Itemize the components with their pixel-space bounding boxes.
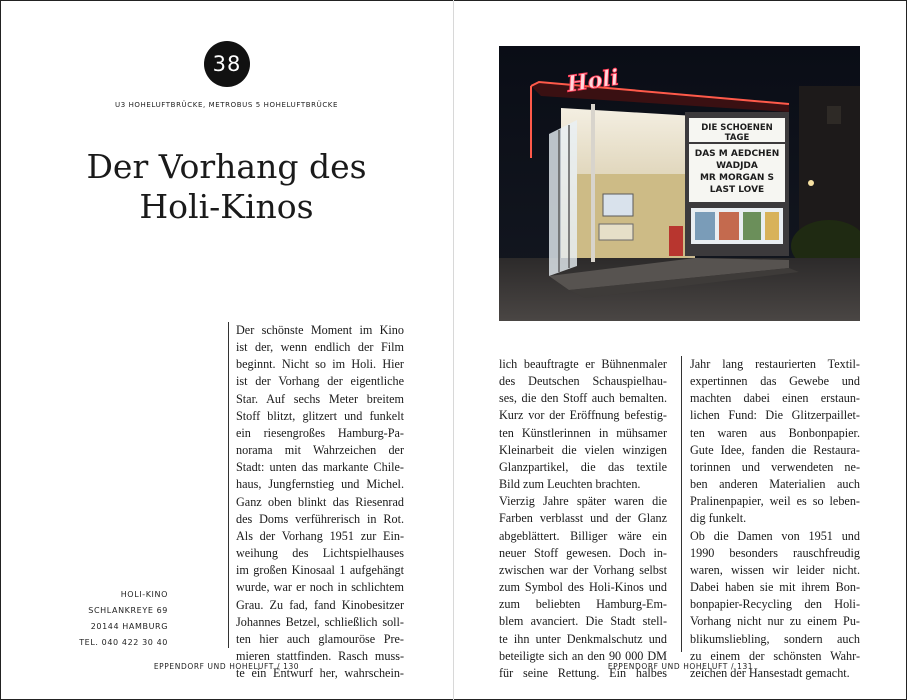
- column-rule-left: [228, 322, 229, 648]
- transit-info: U3 HOHELUFTBRÜCKE, METROBUS 5 HOHELUFTBRÜCKE: [114, 101, 339, 109]
- address-venue: HOLI-KINO: [120, 590, 168, 599]
- body-text-line: mieren stattfinden. Rasch muss-: [236, 648, 404, 663]
- canopy-pillar: [591, 104, 595, 262]
- body-text-line: ist der Vorhang der eigentliche: [236, 374, 404, 389]
- body-text-line: Kleinarbeit die vielen winzigen: [499, 442, 667, 457]
- body-text-line: zeichen der Hansestadt gemacht.: [690, 665, 850, 680]
- body-text-line: Stadt: unten das markante Chile-: [236, 460, 404, 475]
- body-text-line: machten dabei einen erstaun-: [690, 391, 860, 406]
- body-text-line: haus, Jungfernstieg und Michel.: [236, 477, 404, 492]
- address-street: SCHLANKREYE 69: [88, 606, 168, 615]
- body-text-line: lich beauftragte er Bühnenmaler: [499, 357, 667, 371]
- body-text-line: ten hier auch glamouröse Pre-: [236, 631, 404, 646]
- body-text-line: ben anderen Materialien auch: [690, 477, 860, 492]
- footer-right: EPPENDORF UND HOHELUFT / 131: [607, 662, 754, 671]
- chapter-number-badge: [204, 41, 250, 87]
- address-phone: TEL. 040 422 30 40: [79, 638, 168, 647]
- body-text-line: Glanzpartikel, die das textile: [499, 459, 667, 474]
- body-text-line: ten Künstlerinnen in mühsamer: [499, 425, 667, 440]
- body-text-line: ein riesengroßes Hamburg-Pa-: [236, 425, 404, 440]
- column-rule-right: [681, 356, 682, 652]
- body-text-line: Gute Idee, fanden die Restaura-: [690, 442, 860, 457]
- body-text-line: blikumsliebling, sondern auch: [690, 631, 860, 646]
- body-text-line: Vierzig Jahre später waren die: [499, 494, 667, 509]
- body-text-line: ist der, wenn endlich der Film: [236, 340, 404, 355]
- body-text-line: Jahr lang restaurierten Textil-: [690, 357, 860, 371]
- body-text-line: Pralinenpapier, weil es so leben-: [690, 494, 860, 509]
- book-gutter: [453, 0, 454, 700]
- address-block: [40, 587, 168, 651]
- marquee-line-4: WADJDA: [716, 161, 758, 171]
- body-text-line: Bild zum Leuchten brachten.: [499, 477, 641, 492]
- body-text-line: bonpapier-Recycling den Holi-: [690, 597, 860, 612]
- body-text-line: beginnt. Nicht so im Holi. Hier: [236, 357, 404, 372]
- body-text-line: für seine Rettung. Ein halbes: [499, 665, 667, 680]
- body-column-1: [236, 322, 404, 682]
- marquee-line-2: TAGE: [724, 133, 750, 143]
- body-text-line: te ihn unter Denkmalschutz und: [499, 631, 667, 646]
- body-text-line: te ein Entwurf her, wahrschein-: [236, 666, 404, 681]
- body-text-line: im großen Kinosaal 1 aufgehängt: [236, 563, 404, 578]
- body-text-line: wurde, war er noch in schlichtem: [236, 580, 404, 595]
- body-text-line: lichen Fund: Die Glitzerpaillet-: [690, 408, 860, 423]
- body-text-line: Stoff blitzt, glitzert und funkelt: [236, 408, 404, 423]
- marquee-line-1: DIE SCHOENEN: [701, 123, 773, 133]
- chapter-number: 38: [212, 52, 242, 76]
- body-text-line: Als der Vorhang 1951 zur Ein-: [236, 528, 404, 543]
- body-text-line: Star. Auf sechs Meter breitem: [236, 391, 404, 406]
- body-text-line: abgeblättert. Billiger wäre ein: [499, 528, 667, 543]
- body-text-line: neuer Stoff gewesen. Doch in-: [499, 545, 667, 560]
- body-text-line: expertinnen das Gewebe und: [690, 374, 860, 389]
- title-line-2: Holi-Kinos: [139, 187, 314, 226]
- body-text-line: norama mit Wahrzeichen der: [236, 443, 404, 458]
- body-column-2: [499, 356, 667, 682]
- neon-sign: Holi: [565, 64, 621, 98]
- body-text-line: Dabei haben sie mit ihrem Bon-: [690, 580, 860, 595]
- body-text-line: ten waren aus Bonbonpapier.: [690, 425, 860, 440]
- title-line-1: Der Vorhang des: [86, 147, 367, 186]
- body-text-line: 1990 besonders rauschfreudig: [690, 545, 860, 560]
- address-city: 20144 HAMBURG: [90, 622, 168, 631]
- body-text-line: Johannes Betzel, schließlich soll-: [236, 614, 404, 629]
- body-text-line: Der schönste Moment im Kino: [236, 323, 404, 337]
- body-text-line: zu einem der schönsten Wahr-: [690, 648, 860, 663]
- marquee-line-6: LAST LOVE: [709, 185, 765, 195]
- glass-facade: [549, 120, 577, 276]
- body-text-line: dig funkelt.: [690, 511, 747, 526]
- body-text-line: des Doms verführerisch in Rot.: [236, 511, 404, 526]
- body-text-line: Kurz vor der Eröffnung befestig-: [499, 408, 667, 423]
- footer-left: EPPENDORF UND HOHELUFT / 130: [153, 662, 300, 671]
- body-text-line: Grau. Zu fad, fand Kinobesitzer: [236, 597, 404, 612]
- cinema-photo: [499, 46, 860, 321]
- body-text-line: zwischen war der Vorhang selbst: [499, 562, 667, 577]
- body-text-line: Ganz oben blinkt das Riesenrad: [236, 494, 404, 509]
- body-text-line: zum beliebten Hamburg-Em-: [499, 597, 667, 612]
- marquee-line-5: MR MORGAN S: [699, 173, 775, 183]
- body-text-line: ses, die den Stoff auch bemalten.: [499, 391, 667, 406]
- body-text-line: weihung des Lichtspielhauses: [236, 546, 404, 561]
- body-text-line: blem avanciert. Die Stadt stell-: [499, 614, 667, 629]
- body-text-line: zum Symbol des Holi-Kinos und: [499, 580, 667, 595]
- body-text-line: Ob die Damen von 1951 und: [690, 528, 860, 543]
- body-text-line: torinnen und verwendeten ne-: [690, 459, 860, 474]
- body-text-line: waren, wissen wir leider nicht.: [690, 562, 860, 577]
- body-text-line: beteiligte sich an den 90 000 DM: [499, 648, 667, 663]
- street-lamp: [808, 180, 814, 186]
- page-title: [40, 147, 413, 227]
- body-column-3: [690, 356, 860, 682]
- marquee-line-3: DAS M AEDCHEN: [694, 149, 780, 159]
- body-text-line: Vorhang nicht nur zu einem Pu-: [690, 614, 860, 629]
- body-text-line: Farben verblasst und der Glanz: [499, 511, 667, 526]
- body-text-line: des Deutschen Schauspielhau-: [499, 374, 667, 389]
